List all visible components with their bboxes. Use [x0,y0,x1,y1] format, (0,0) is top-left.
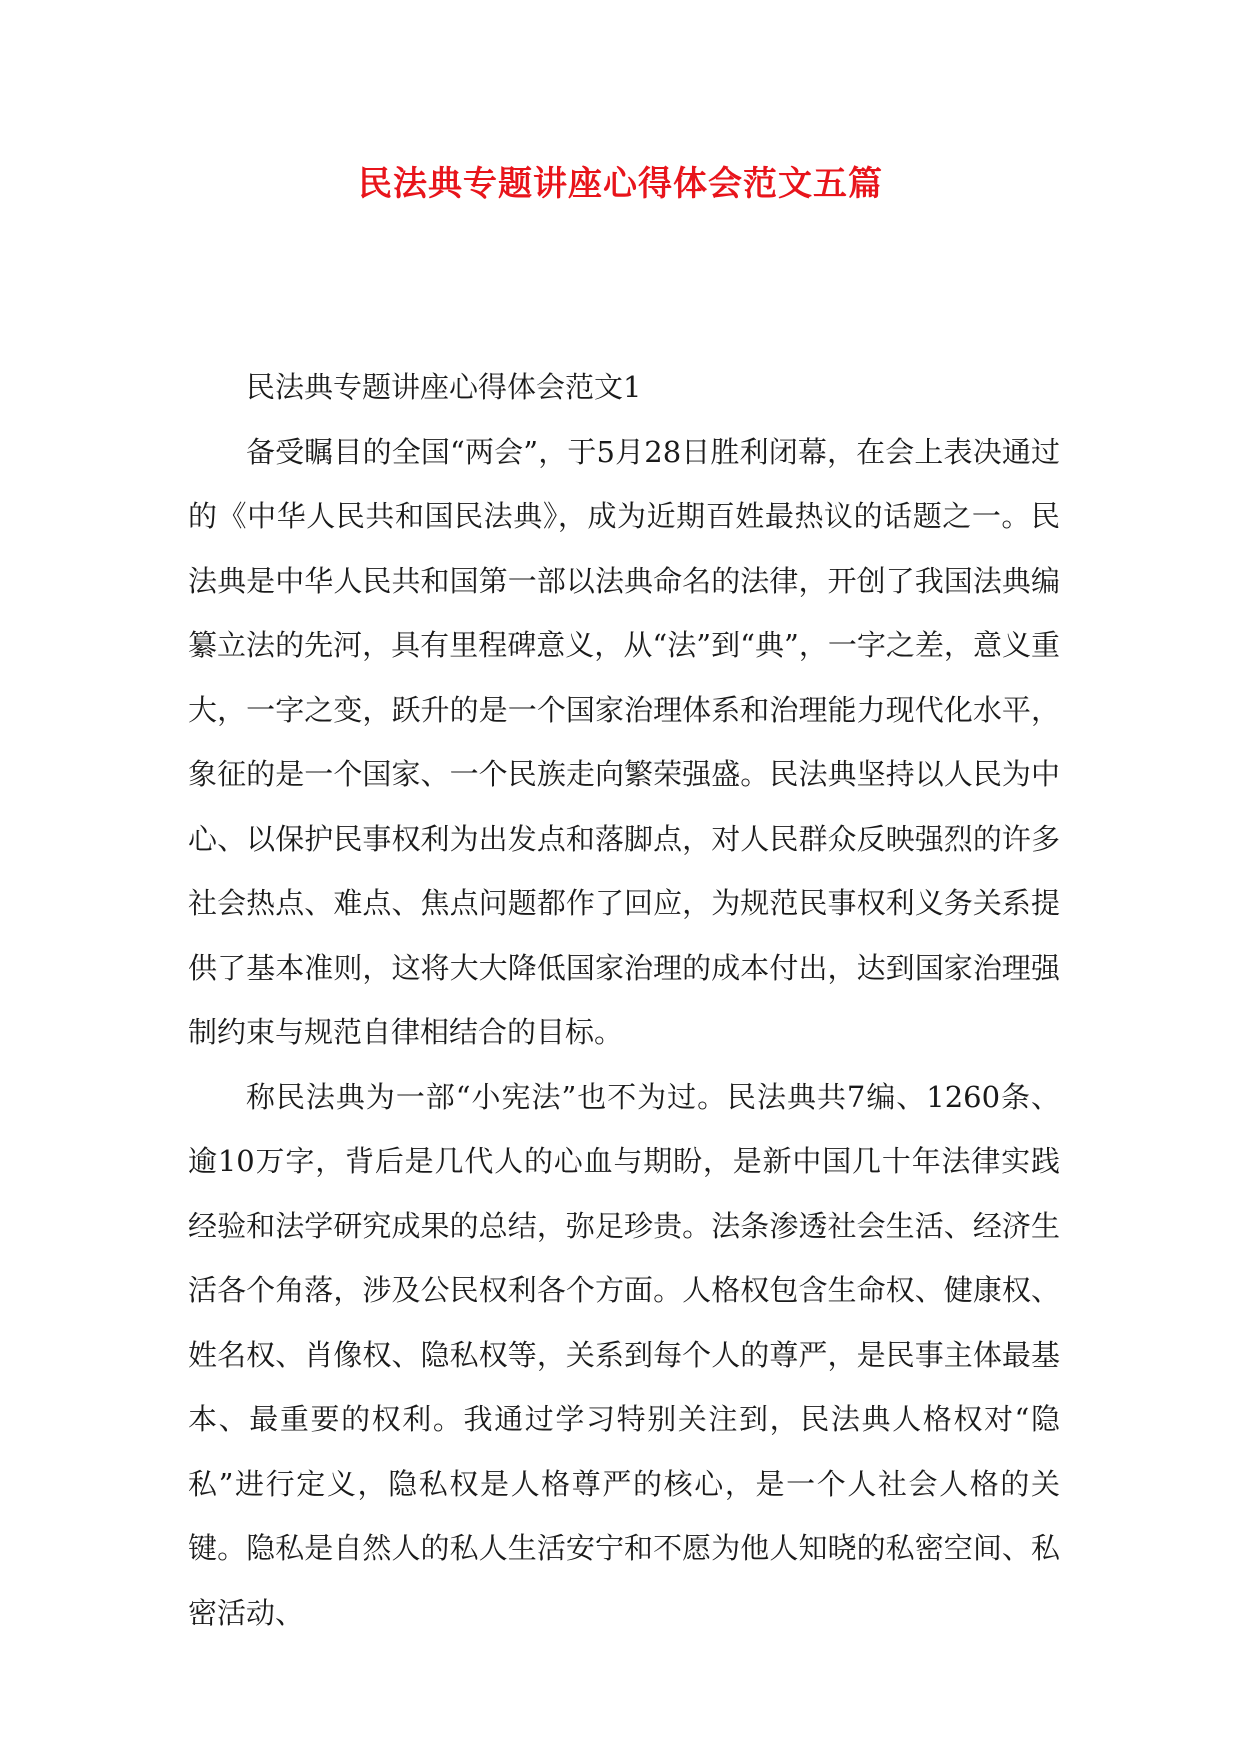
paragraph-1: 备受瞩目的全国“两会”，于5月28日胜利闭幕，在会上表决通过的《中华人民共和国民法典》，成为近期百姓最热议的话题之一。民法典是中华人民共和国第一部以法典命名的法律，开创了我国法典编纂立法的先河，具有里程碑意义，从“法”到“典”，一字之差，意义重大，一字之变，跃升的是一个国家治理体系和治理能力现代化水平，象征的是一个国家、一个民族走向繁荣强盛。民法典坚持以人民为中心、以保护民事权利为出发点和落脚点，对人民群众反映强烈的许多社会热点、难点、焦点问题都作了回应，为规范民事权利义务关系提供了基本准则，这将大大降低国家治理的成本付出，达到国家治理强制约束与规范自律相结合的目标。 [188,434,1060,1049]
document-body [188,355,1060,1645]
paragraph-2: 称民法典为一部“小宪法”也不为过。民法典共7编、1260条、逾10万字，背后是几代人的心血与期盼，是新中国几十年法律实践经验和法学研究成果的总结，弥足珍贵。法条渗透社会生活、经济生活各个角落，涉及公民权利各个方面。人格权包含生命权、健康权、姓名权、肖像权、隐私权等，关系到每个人的尊严，是民事主体最基本、最重要的权利。我通过学习特别关注到，民法典人格权对“隐私”进行定义，隐私权是人格尊严的核心，是一个人社会人格的关键。隐私是自然人的私人生活安宁和不愿为他人知晓的私密空间、私密活动、 [188,1079,1060,1630]
section-heading: 民法典专题讲座心得体会范文1 [246,370,642,404]
document-title: 民法典专题讲座心得体会范文五篇 [358,164,883,204]
